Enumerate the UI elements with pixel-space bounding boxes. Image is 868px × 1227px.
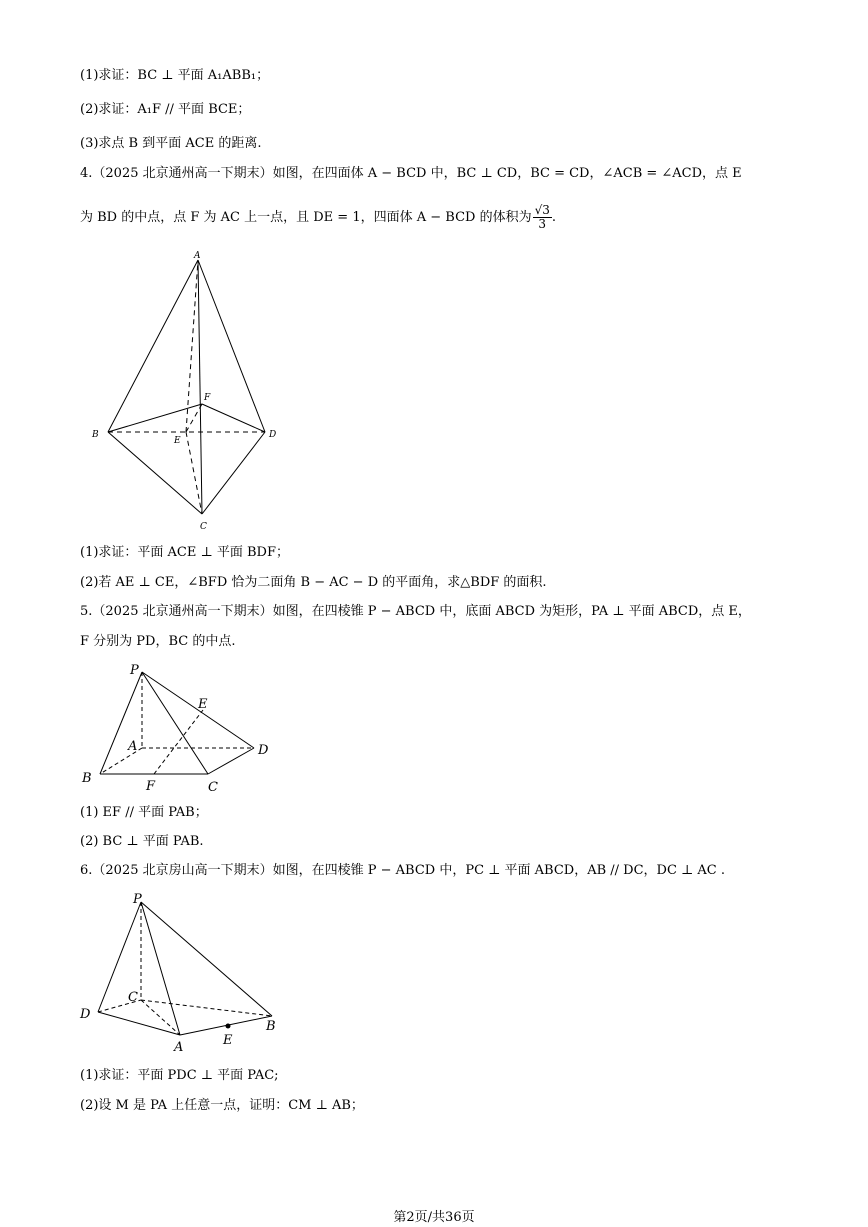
fraction-denominator: 3 bbox=[538, 217, 547, 231]
vertex-label-p: P bbox=[133, 892, 142, 907]
pyramid-figure-q6 bbox=[78, 888, 288, 1058]
tetrahedron-figure bbox=[80, 248, 290, 538]
q4-stem-line2 bbox=[80, 204, 556, 231]
point-label-e: E bbox=[174, 436, 181, 446]
q5-part1: (1) EF // 平面 PAB； bbox=[80, 805, 208, 820]
vertex-label-c: C bbox=[208, 780, 218, 795]
q5-stem-line1: 5.（2025 北京通州高一下期末）如图，在四棱锥 P − ABCD 中，底面 ABCD 为矩形，PA ⊥ 平面 ABCD，点 E， bbox=[80, 604, 751, 619]
point-label-e: E bbox=[198, 697, 208, 712]
pyramid-figure-q5 bbox=[78, 658, 288, 798]
q6-part1: (1)求证：平面 PDC ⊥ 平面 PAC; bbox=[80, 1068, 279, 1083]
vertex-label-d: D bbox=[258, 743, 269, 758]
vertex-label-c: C bbox=[200, 522, 207, 532]
volume-fraction bbox=[533, 204, 552, 231]
vertex-label-b: B bbox=[266, 1019, 276, 1034]
vertex-label-d: D bbox=[269, 430, 277, 440]
vertex-label-c: C bbox=[128, 990, 138, 1005]
point-label-e: E bbox=[223, 1033, 233, 1048]
vertex-label-a: A bbox=[194, 251, 201, 261]
point-e-marker bbox=[226, 1024, 231, 1029]
q6-stem: 6.（2025 北京房山高一下期末）如图，在四棱锥 P − ABCD 中，PC ⊥ 平面 ABCD，AB // DC，DC ⊥ AC . bbox=[80, 863, 726, 878]
q3-part3: (3)求点 B 到平面 ACE 的距离. bbox=[80, 136, 262, 151]
vertex-label-b: B bbox=[92, 430, 99, 440]
q4-part2: (2)若 AE ⊥ CE，∠BFD 恰为二面角 B − AC − D 的平面角，求△BDF 的面积. bbox=[80, 575, 547, 590]
point-label-f: F bbox=[146, 779, 156, 794]
q3-part1: (1)求证：BC ⊥ 平面 A₁ABB₁； bbox=[80, 68, 270, 83]
q3-part2: (2)求证：A₁F // 平面 BCE； bbox=[80, 102, 251, 117]
vertex-label-p: P bbox=[130, 663, 139, 678]
vertex-label-a: A bbox=[174, 1040, 184, 1055]
q4-stem-line2-text: 为 BD 的中点，点 F 为 AC 上一点，且 DE = 1，四面体 A − BCD 的体积为 bbox=[80, 210, 532, 225]
point-label-f: F bbox=[204, 393, 211, 403]
fraction-numerator: √3 bbox=[534, 203, 550, 217]
vertex-label-d: D bbox=[80, 1007, 91, 1022]
q4-stem-end: . bbox=[551, 210, 556, 225]
page-footer: 第2页/共36页 bbox=[393, 1210, 475, 1225]
q4-stem-line1: 4.（2025 北京通州高一下期末）如图，在四面体 A − BCD 中，BC ⊥ CD，BC = CD，∠ACB = ∠ACD，点 E bbox=[80, 166, 742, 181]
vertex-label-b: B bbox=[82, 771, 92, 786]
q5-part2: (2) BC ⊥ 平面 PAB. bbox=[80, 834, 204, 849]
vertex-label-a: A bbox=[128, 739, 138, 754]
q5-stem-line2: F 分别为 PD，BC 的中点. bbox=[80, 634, 236, 649]
q6-part2: (2)设 M 是 PA 上任意一点，证明：CM ⊥ AB； bbox=[80, 1098, 364, 1113]
q4-part1: (1)求证：平面 ACE ⊥ 平面 BDF； bbox=[80, 545, 289, 560]
